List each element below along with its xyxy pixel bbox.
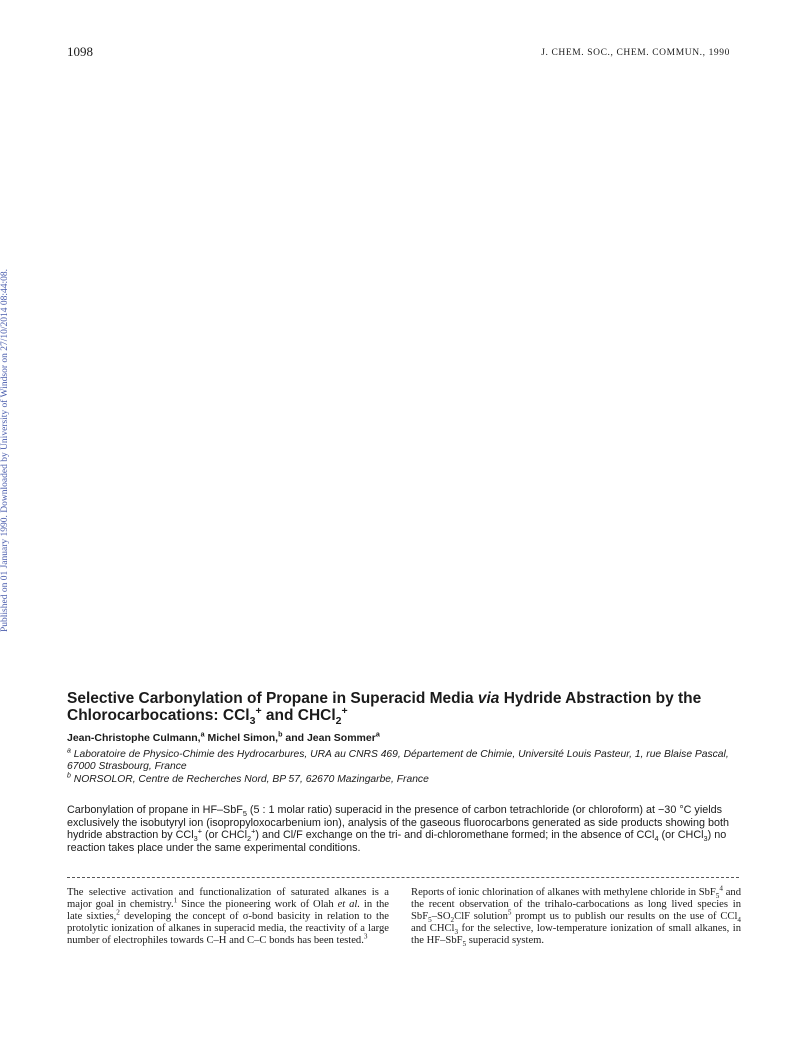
abstract-text: (5 : 1 molar ratio) superacid in the presence of carbon tetrachloride (or chloroform) at −30 °C yields exclusively the isobutyryl ion (isopropyloxocarbenium ion), analysis of the gaseous fluorocarbons generated as side products showing both hydride abstraction by CCl <box>67 804 729 841</box>
subscript: 5 <box>462 940 467 949</box>
body-column-right <box>411 884 741 949</box>
author-name: and Jean Sommer <box>282 732 376 744</box>
abstract-text: (or CHCl <box>201 829 247 841</box>
article-title <box>67 690 747 728</box>
body-text: The selective activation and functionalization of saturated alkanes is a major goal in chemistry. <box>67 887 389 910</box>
subscript: 4 <box>654 834 659 844</box>
affiliation-mark: a <box>67 747 71 755</box>
reference-mark: 1 <box>173 896 178 905</box>
body-text: prompt us to publish our results on the use of CCl <box>511 911 738 922</box>
body-text-italic: et al. <box>337 899 361 910</box>
affiliation-mark: b <box>67 772 71 780</box>
reference-mark: 2 <box>116 908 120 917</box>
body-text: Reports of ionic chlorination of alkanes with methylene chloride in SbF <box>411 887 716 898</box>
affiliation-mark: b <box>278 730 283 739</box>
body-text: ClF solution <box>454 911 508 922</box>
superscript: + <box>197 826 202 836</box>
subscript: 2 <box>246 834 252 844</box>
title-superscript: + <box>341 704 348 717</box>
reference-mark: 5 <box>507 908 512 917</box>
abstract-text: ) and Cl/F exchange on the tri- and di-chloromethane formed; in the absence of CCl <box>255 829 655 841</box>
abstract-text: (or CHCl <box>658 829 704 841</box>
affiliation-a <box>67 749 747 773</box>
body-text: and CHCl <box>411 923 455 934</box>
subscript: 5 <box>428 916 432 925</box>
journal-header: J. CHEM. SOC., CHEM. COMMUN., 1990 <box>541 48 730 58</box>
reference-mark: 4 <box>719 884 723 893</box>
subscript: 5 <box>242 809 247 819</box>
title-superscript: + <box>255 704 262 717</box>
body-text: in the late sixties, <box>67 899 390 922</box>
superscript: + <box>251 826 256 836</box>
affiliation-b <box>67 774 747 786</box>
title-text: Selective Carbonylation of Propane in Superacid Media <box>67 690 478 707</box>
body-text: for the selective, low-temperature ionization of small alkanes, in the HF–SbF <box>411 923 741 946</box>
body-text: Since the pioneering work of Olah <box>177 899 338 910</box>
title-subscript: 2 <box>335 715 342 728</box>
title-via: via <box>477 690 500 707</box>
affiliation-text: Laboratoire de Physico-Chimie des Hydrocarbures, URA au CNRS 469, Département de Chimie, Université Louis Pasteur, 1, rue Blaise Pascal, 67000 Strasbourg, France <box>67 749 729 772</box>
body-text: and the recent observation of the trihalo-carbocations as long lived species in SbF <box>411 887 741 922</box>
subscript: 4 <box>737 916 741 925</box>
subscript: 5 <box>715 892 720 901</box>
author-list <box>67 732 747 744</box>
affiliation-text: NORSOLOR, Centre de Recherches Nord, BP 57, 62670 Mazingarbe, France <box>70 774 429 785</box>
title-text: Hydride Abstraction by the Chlorocarbocations: CCl <box>67 690 702 724</box>
body-column-left <box>67 887 389 947</box>
subscript: 3 <box>454 928 459 937</box>
subscript: 2 <box>450 916 455 925</box>
download-watermark[interactable]: Published on 01 January 1990. Downloaded by University of Windsor on 27/10/2014 08:44:08. <box>0 268 10 632</box>
subscript: 3 <box>703 834 708 844</box>
author-name: Michel Simon, <box>204 732 279 744</box>
author-name: Jean-Christophe Culmann, <box>67 732 201 744</box>
page-number: 1098 <box>67 44 93 59</box>
affiliation-mark: a <box>200 730 205 739</box>
subscript: 3 <box>193 834 198 844</box>
body-text: –SO <box>431 911 451 922</box>
title-subscript: 3 <box>249 715 256 728</box>
abstract <box>67 804 737 854</box>
body-text: developing the concept of σ-bond basicity in relation to the protolytic ionization of alkanes in superacid media, the reactivity of a large number of electrophiles towards C–H and C–C bonds has been tested. <box>67 911 389 946</box>
body-text: superacid system. <box>466 935 545 946</box>
affiliation-mark: a <box>375 730 380 739</box>
title-text: and CHCl <box>261 707 336 724</box>
reference-mark: 3 <box>363 932 368 941</box>
abstract-text: ) no reaction takes place under the same experimental conditions. <box>67 829 727 854</box>
section-divider <box>67 877 739 878</box>
abstract-text: Carbonylation of propane in HF–SbF <box>67 804 243 816</box>
